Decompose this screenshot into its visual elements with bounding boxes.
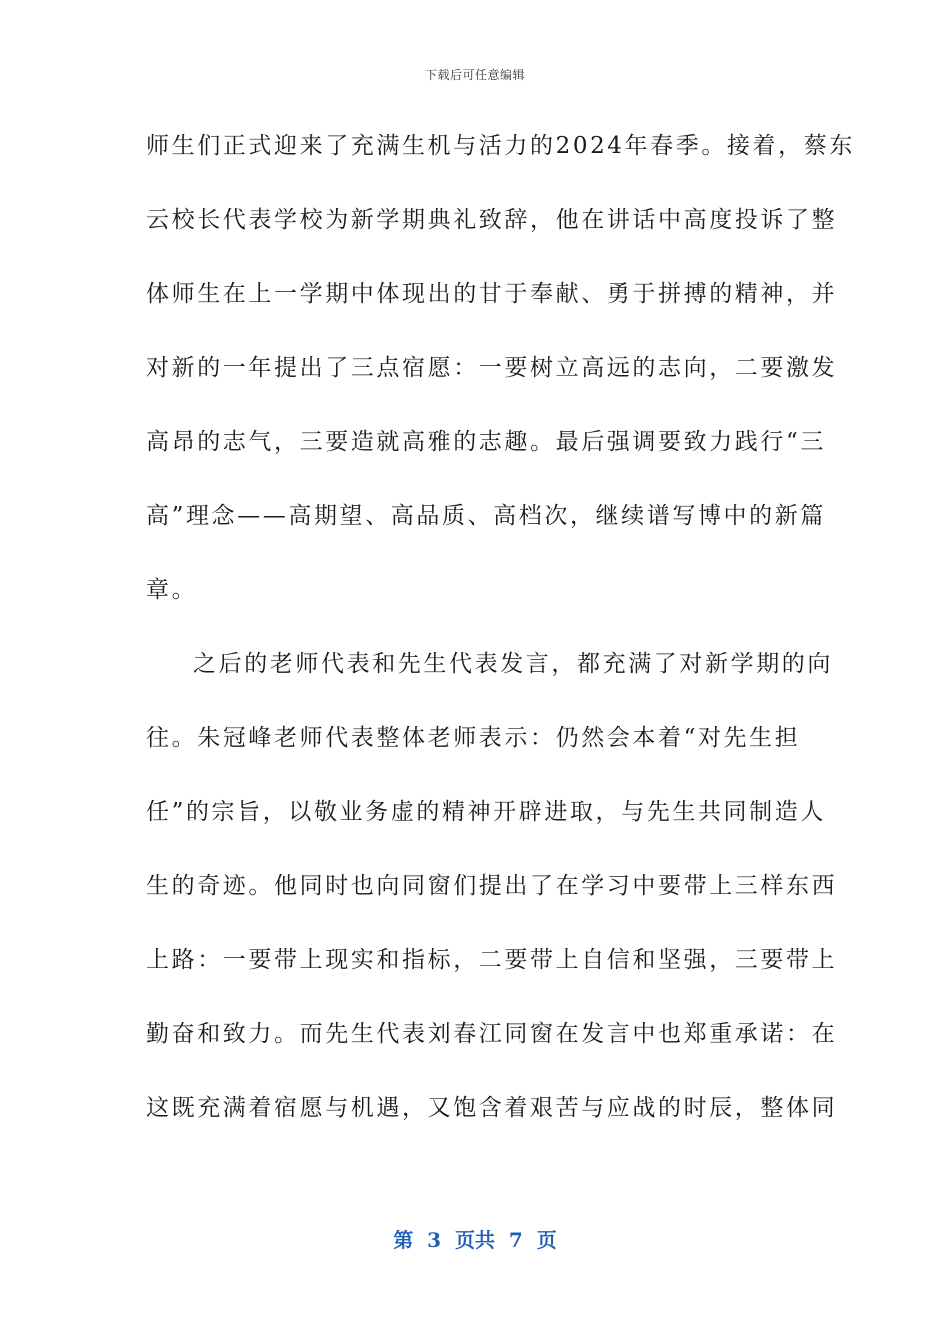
document-body [146, 126, 855, 1162]
paragraph-line: 师生们正式迎来了充满生机与活力的2024年春季。接着，蔡东 [146, 133, 855, 159]
paragraph-line: 云校长代表学校为新学期典礼致辞，他在讲话中高度投诉了整 [146, 207, 838, 233]
paragraph-line: 高昂的志气，三要造就高雅的志趣。最后强调要致力践行“三 [146, 429, 826, 455]
page-number: 第 3 页共 7 页 [393, 1228, 557, 1252]
paragraph-line: 章。 [146, 577, 198, 603]
paragraph-line: 之后的老师代表和先生代表发言，都充满了对新学期的向 [193, 651, 833, 677]
header-note: 下载后可任意编辑 [424, 68, 525, 82]
paragraph-line: 生的奇迹。他同时也向同窗们提出了在学习中要带上三样东西 [146, 873, 838, 899]
paragraph-line: 上路：一要带上现实和指标，二要带上自信和坚强，三要带上 [146, 947, 838, 973]
paragraph-line: 任”的宗旨，以敬业务虚的精神开辟进取，与先生共同制造人 [146, 799, 826, 825]
paragraph-line: 体师生在上一学期中体现出的甘于奉献、勇于拼搏的精神，并 [146, 281, 838, 307]
paragraph-line: 高”理念——高期望、高品质、高档次，继续谱写博中的新篇 [146, 503, 826, 529]
paragraph-line: 往。朱冠峰老师代表整体老师表示：仍然会本着“对先生担 [146, 725, 801, 751]
paragraph-line: 对新的一年提出了三点宿愿：一要树立高远的志向，二要激发 [146, 355, 838, 381]
paragraph-line: 这既充满着宿愿与机遇，又饱含着艰苦与应战的时辰，整体同 [146, 1095, 838, 1121]
paragraph-line: 勤奋和致力。而先生代表刘春江同窗在发言中也郑重承诺：在 [146, 1021, 838, 1047]
